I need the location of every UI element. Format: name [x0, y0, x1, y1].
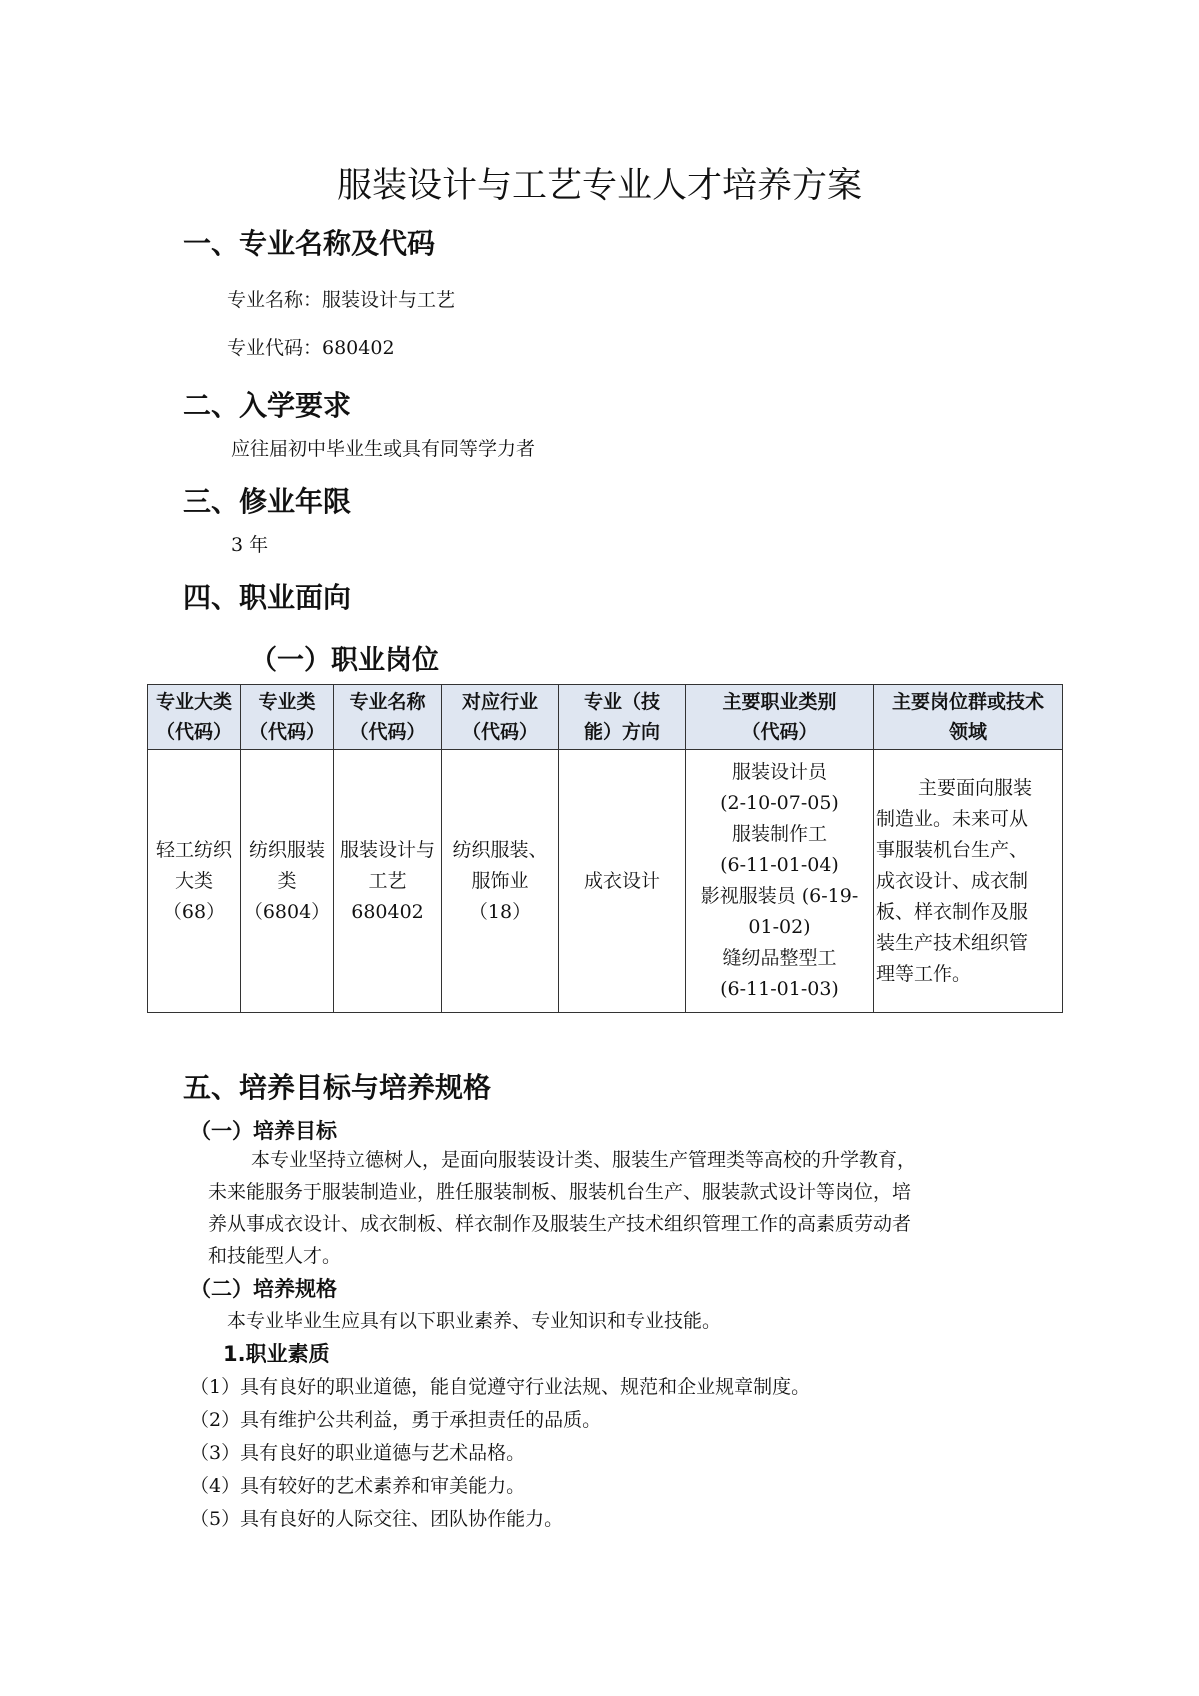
section-4-heading: 四、职业面向	[183, 581, 352, 614]
section-5-heading: 五、培养目标与培养规格	[183, 1071, 492, 1104]
table-row	[148, 750, 1063, 1013]
spec-subheading: （二）培养规格	[190, 1277, 337, 1301]
page-title: 服装设计与工艺专业人才培养方案	[336, 166, 862, 206]
section-2-heading: 二、入学要求	[183, 389, 352, 422]
quality-item: （4）具有较好的艺术素养和审美能力。	[190, 1475, 526, 1497]
table-header-row	[148, 685, 1063, 750]
goal-paragraph-line: 本专业坚持立德树人，是面向服装设计类、服装生产管理类等高校的升学教育，	[251, 1149, 917, 1171]
goal-paragraph-line: 未来能服务于服装制造业，胜任服装制板、服装机台生产、服装款式设计等岗位，培	[208, 1181, 912, 1203]
study-years-text: 3 年	[231, 534, 269, 556]
major-code-line: 专业代码：680402	[227, 337, 395, 359]
table-header-cell: 专业名称 （代码）	[334, 685, 442, 750]
quality-item: （3）具有良好的职业道德与艺术品格。	[190, 1442, 526, 1464]
goal-paragraph-line: 养从事成衣设计、成衣制板、样衣制作及服装生产技术组织管理工作的高素质劳动者	[208, 1213, 912, 1235]
career-positions-subheading: （一）职业岗位	[250, 645, 439, 676]
occupation-cell: 服装设计员 (2-10-07-05) 服装制作工 (6-11-01-04) 影视服装员 (6-19- 01-02) 缝纫品整型工 (6-11-01-03)	[686, 750, 874, 1013]
admission-text: 应往届初中毕业生或具有同等学力者	[231, 438, 536, 460]
major-name-line: 专业名称：服装设计与工艺	[227, 289, 456, 311]
quality-item: （5）具有良好的人际交往、团队协作能力。	[190, 1508, 564, 1530]
quality-heading: 1.职业素质	[223, 1342, 330, 1366]
category-cell: 轻工纺织 大类 （68）	[148, 750, 241, 1013]
section-1-heading: 一、专业名称及代码	[183, 227, 436, 260]
table-header-cell: 专业（技 能）方向	[559, 685, 686, 750]
table-header-cell: 专业大类 （代码）	[148, 685, 241, 750]
job-domain-cell: 主要面向服装 制造业。未来可从 事服装机台生产、 成衣设计、成衣制 板、样衣制作及服 装生产技术组织管 理等工作。	[874, 750, 1063, 1013]
quality-item: （1）具有良好的职业道德，能自觉遵守行业法规、规范和企业规章制度。	[190, 1376, 811, 1398]
table-header-cell: 对应行业 （代码）	[442, 685, 559, 750]
quality-item: （2）具有维护公共利益，勇于承担责任的品质。	[190, 1409, 602, 1431]
section-3-heading: 三、修业年限	[183, 485, 352, 518]
direction-cell: 成衣设计	[559, 750, 686, 1013]
industry-cell: 纺织服装、 服饰业 （18）	[442, 750, 559, 1013]
goal-paragraph-line: 和技能型人才。	[208, 1245, 342, 1267]
goal-subheading: （一）培养目标	[190, 1119, 337, 1143]
table-header-cell: 专业类 （代码）	[241, 685, 334, 750]
table-header-cell: 主要岗位群或技术 领域	[874, 685, 1063, 750]
table-header-cell: 主要职业类别 （代码）	[686, 685, 874, 750]
subcategory-cell: 纺织服装 类 （6804）	[241, 750, 334, 1013]
career-table	[147, 684, 1063, 1013]
spec-intro: 本专业毕业生应具有以下职业素养、专业知识和专业技能。	[227, 1310, 722, 1332]
major-cell: 服装设计与 工艺 680402	[334, 750, 442, 1013]
